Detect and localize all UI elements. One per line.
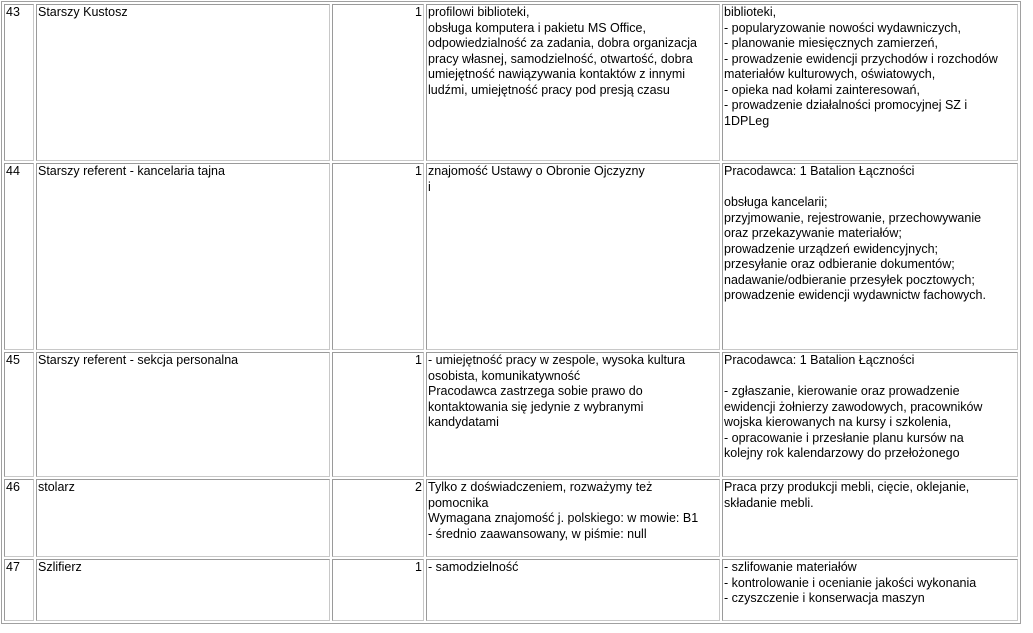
job-offers-table: [1, 1, 1021, 624]
position-count: 2: [332, 479, 424, 557]
position-name: Starszy referent - kancelaria tajna: [36, 163, 330, 350]
requirements-text: - samodzielność: [426, 559, 720, 621]
position-name: Szlifierz: [36, 559, 330, 621]
requirements-text: Tylko z doświadczeniem, rozważymy też pomocnika Wymagana znajomość j. polskiego: w mowie: B1 - średnio zaawansowany, w piśmie: null: [426, 479, 720, 557]
table-row: [4, 352, 1018, 477]
requirements-text: - umiejętność pracy w zespole, wysoka kultura osobista, komunikatywność Pracodawca zastrzega sobie prawo do kontaktowania się jedynie z wybranymi kandydatami: [426, 352, 720, 477]
row-number: 44: [4, 163, 34, 350]
duties-text: - szlifowanie materiałów - kontrolowanie i ocenianie jakości wykonania - czyszczenie i konserwacja maszyn: [722, 559, 1018, 621]
row-number: 43: [4, 4, 34, 161]
position-name: stolarz: [36, 479, 330, 557]
table-row: [4, 163, 1018, 350]
table-row: [4, 559, 1018, 621]
duties-text: Praca przy produkcji mebli, cięcie, oklejanie, składanie mebli.: [722, 479, 1018, 557]
requirements-text: znajomość Ustawy o Obronie Ojczyzny i: [426, 163, 720, 350]
position-count: 1: [332, 4, 424, 161]
table-row: [4, 479, 1018, 557]
position-name: Starszy referent - sekcja personalna: [36, 352, 330, 477]
position-name: Starszy Kustosz: [36, 4, 330, 161]
row-number: 46: [4, 479, 34, 557]
position-count: 1: [332, 559, 424, 621]
table-row: [4, 4, 1018, 161]
requirements-text: profilowi biblioteki, obsługa komputera i pakietu MS Office, odpowiedzialność za zadania, dobra organizacja pracy własnej, samodzielność, otwartość, dobra umiejętność nawiązywania kontaktów z innymi ludźmi, umiejętność pracy pod presją czasu: [426, 4, 720, 161]
position-count: 1: [332, 163, 424, 350]
duties-text: Pracodawca: 1 Batalion Łączności obsługa kancelarii; przyjmowanie, rejestrowanie, przechowywanie oraz przekazywanie materiałów; prowadzenie urządzeń ewidencyjnych; przesyłanie oraz odbieranie dokumentów; nadawanie/odbieranie przesyłek pocztowych; prowadzenie ewidencji wydawnictw fachowych.: [722, 163, 1018, 350]
position-count: 1: [332, 352, 424, 477]
duties-text: Pracodawca: 1 Batalion Łączności - zgłaszanie, kierowanie oraz prowadzenie ewidencji żołnierzy zawodowych, pracowników wojska kierowanych na kursy i szkolenia, - opracowanie i przesłanie planu kursów na kolejny rok kalendarzowy do przełożonego: [722, 352, 1018, 477]
row-number: 45: [4, 352, 34, 477]
duties-text: biblioteki, - popularyzowanie nowości wydawniczych, - planowanie miesięcznych zamierzeń, - prowadzenie ewidencji przychodów i rozchodów materiałów kulturowych, oświatowych, - opieka nad kołami zainteresowań, - prowadzenie działalności promocyjnej SZ i 1DPLeg: [722, 4, 1018, 161]
row-number: 47: [4, 559, 34, 621]
